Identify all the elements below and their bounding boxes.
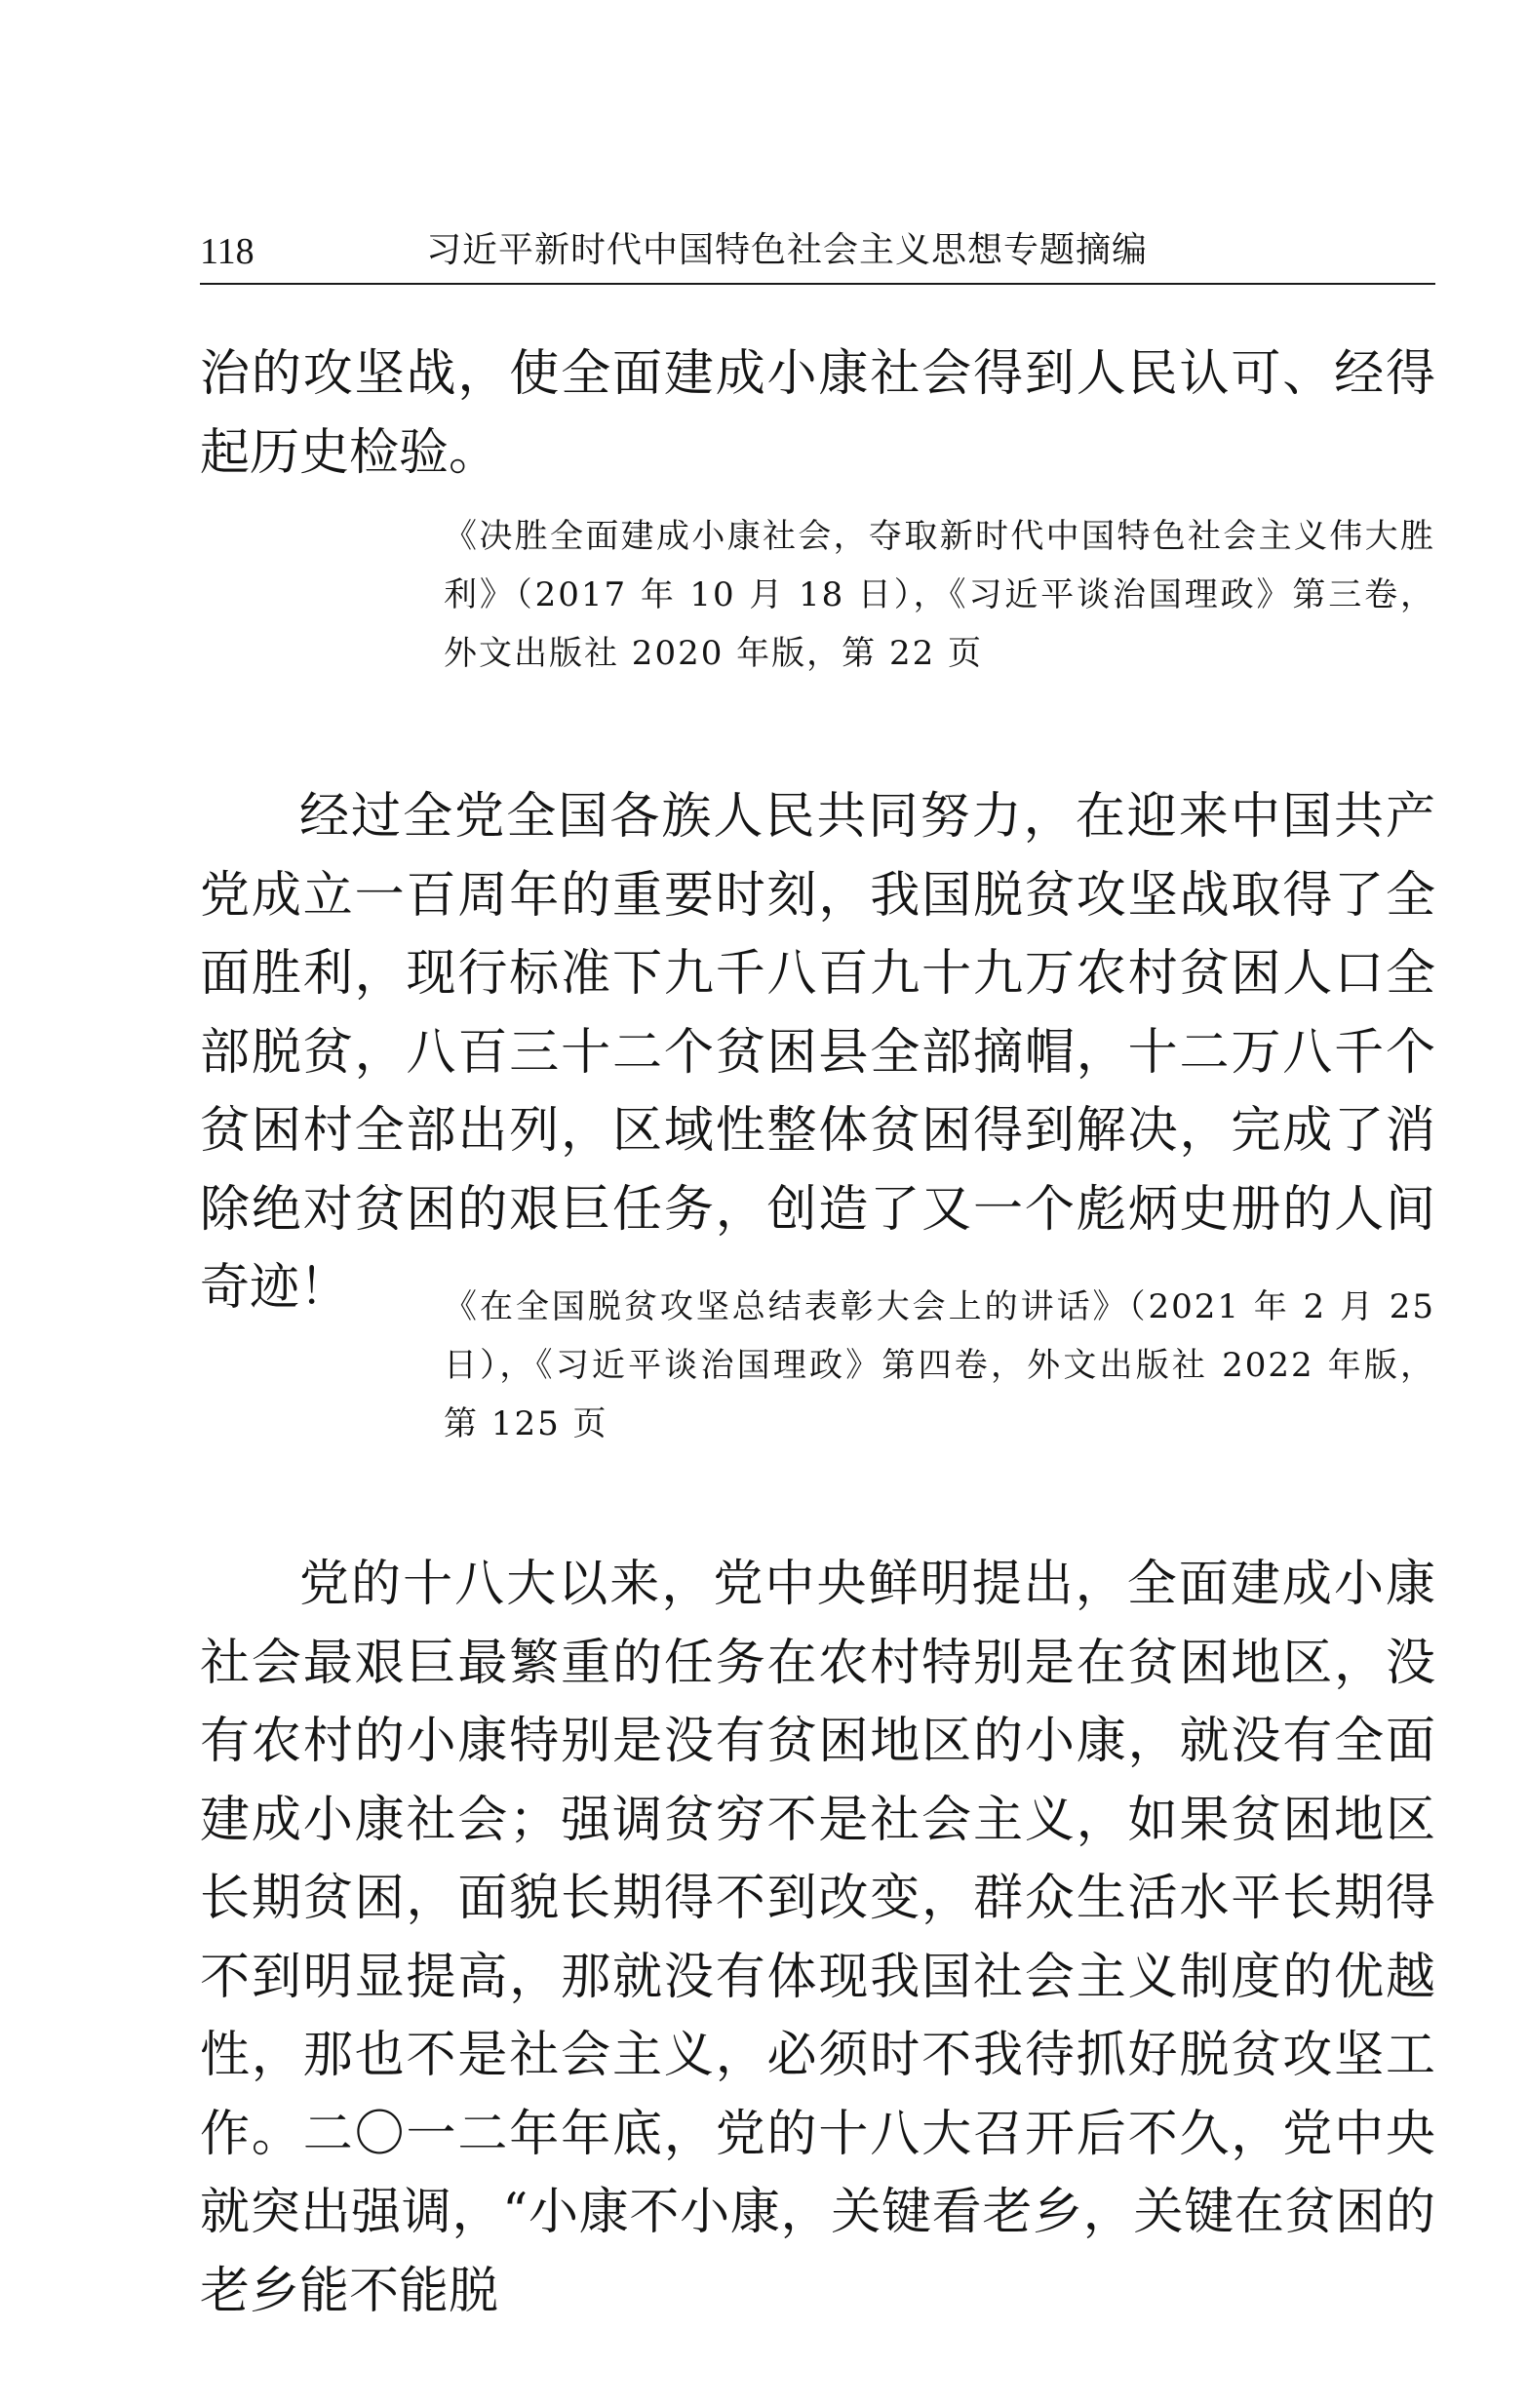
body-paragraph-2: 经过全党全国各族人民共同努力，在迎来中国共产党成立一百周年的重要时刻，我国脱贫攻坚战取得了全面胜利，现行标准下九千八百九十九万农村贫困人口全部脱贫，八百三十二个贫困县全部摘帽，十二万八千个贫困村全部出列，区域性整体贫困得到解决，完成了消除绝对贫困的艰巨任务，创造了又一个彪炳史册的人间奇迹！ — [200, 788, 1435, 1317]
citation-1: 《决胜全面建成小康社会，夺取新时代中国特色社会主义伟大胜利》（2017 年 10 月 18 日），《习近平谈治国理政》第三卷，外文出版社 2020 年版，第 22 页 — [444, 517, 1435, 673]
running-title: 习近平新时代中国特色社会主义思想专题摘编 — [426, 230, 1149, 270]
body-paragraph-3: 党的十八大以来，党中央鲜明提出，全面建成小康社会最艰巨最繁重的任务在农村特别是在贫困地区，没有农村的小康特别是没有贫困地区的小康，就没有全面建成小康社会；强调贫穷不是社会主义，如果贫困地区长期贫困，面貌长期得不到改变，群众生活水平长期得不到明显提高，那就没有体现我国社会主义制度的优越性，那也不是社会主义，必须时不我待抓好脱贫攻坚工作。二〇一二年年底，党的十八大召开后不久，党中央就突出强调，“小康不小康，关键看老乡，关键在贫困的老乡能不能脱 — [200, 1556, 1435, 2320]
page-number: 118 — [200, 231, 255, 272]
page-header — [200, 222, 1435, 285]
citation-2: 《在全国脱贫攻坚总结表彰大会上的讲话》（2021 年 2 月 25 日），《习近平谈治国理政》第四卷，外文出版社 2022 年版，第 125 页 — [444, 1287, 1435, 1443]
body-paragraph-1: 治的攻坚战，使全面建成小康社会得到人民认可、经得起历史检验。 — [200, 345, 1435, 482]
